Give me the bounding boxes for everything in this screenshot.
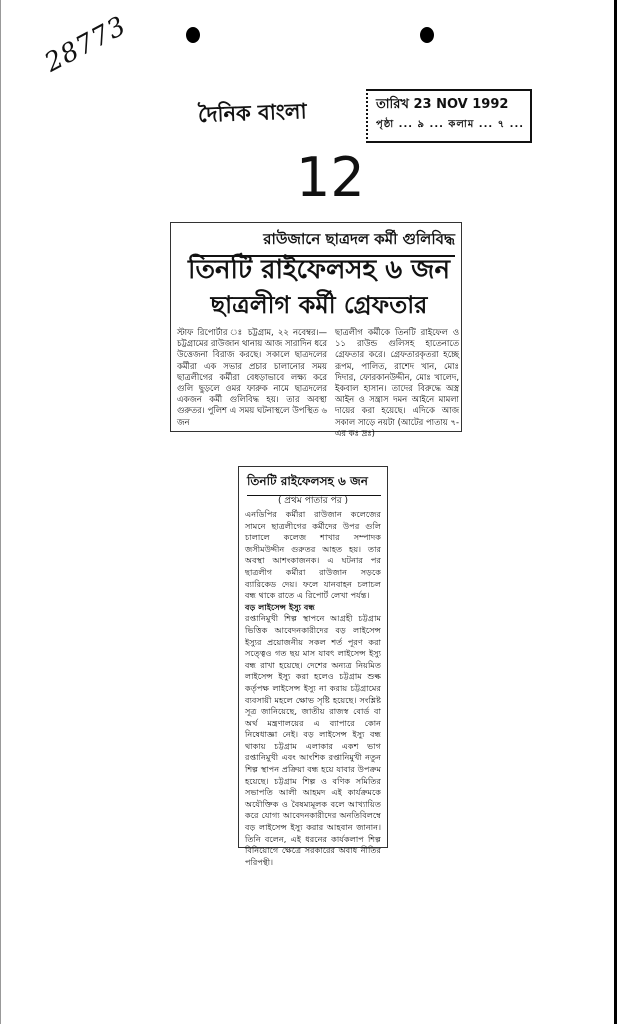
punch-hole-left	[186, 27, 200, 43]
clipping-main-article	[170, 222, 462, 438]
stamp-page-line: পৃষ্ঠা ... ৯ ... কলাম ... ৭ ...	[376, 119, 525, 130]
handwritten-page-number: 12	[296, 146, 365, 209]
handwritten-file-number: 28773	[40, 10, 132, 79]
continuation-body	[245, 509, 381, 868]
stamp-date-line: তারিখ 23 NOV 1992	[376, 97, 509, 112]
newspaper-name: দৈনিক বাংলা	[197, 99, 307, 127]
article-column-2: ছাত্রলীগ কর্মীকে তিনটি রাইফেল ও ১১ রাউন্ড গুলিসহ হাতেনাতে গ্রেফতার করে। গ্রেফতারকৃতরা হচ্ছে রূপম, পালিত, রাশেদ খান, মোঃ দিদার, ফোরকানউদ্দীন, মোঃ খালেদ, ইকবাল হাসান। তাদের বিরুদ্ধে অস্ত্র আইন ও সন্ত্রাস দমন আইনে মামলা দায়ের করা হয়েছে। এদিকে আজ সকাল সাড়ে নয়টা (আটের পাতায় ৭-এর কঃ দ্রঃ)	[335, 327, 459, 438]
date-stamp	[366, 89, 532, 143]
continuation-paragraph-3: সংশ্লিষ্ট সূত্র জানিয়েছে, জাতীয় রাজস্ব বোর্ড বা অর্থ মন্ত্রণালয়ের এ ব্যাপারে কোন নিষেধাজ্ঞা নেই। বড় লাইসেন্স ইস্যু বন্ধ থাকায় চট্টগ্রাম এলাকার একশ ভাগ রপ্তানিমুখী এবং আংশিক রপ্তানিমুখী নতুন শিল্প স্থাপন প্রক্রিয়া বন্ধ হয়ে যাবার উপক্রম হয়েছে। চট্টগ্রাম শিল্প ও বণিক সমিতির সভাপতি আলী আহমদ এই কার্যক্রমকে অযৌক্তিক ও বৈষম্যমূলক বলে আখ্যায়িত করে যোগ্য আবেদনকারীদের অনতিবিলম্বে বড় লাইসেন্স ইস্যু করার আহবান জানান। তিনি বলেন, এই ধরনের কার্যকলাপ শিল্প বিনিয়োগে ক্ষেত্রে সরকারের অবাধ নীতির পরিপন্থী।	[245, 694, 381, 867]
page-left-edge	[0, 0, 1, 1024]
article-column-1: স্টাফ রিপোর্টার ঃ চট্টগ্রাম, ২২ নবেম্বর।—চট্টগ্রামের রাউজান থানায় আজ সারাদিন ধরে উত্তেজনা বিরাজ করছে। সকালে ছাত্রদলের কর্মীরা এক সভার প্রচার চালানোর সময় ছাত্রলীগের কর্মীরা বেধড়াভাবে লক্ষ্য করে গুলি ছুড়লে ওমর ফারুক নামে ছাত্রদলের একজন কর্মী গুলিবিদ্ধ হয়। তার অবস্থা গুরুতর। পুলিশ এ সময় ঘটনাস্থলে উপস্থিত ৬ জন	[177, 327, 327, 427]
article-headline-line2: ছাত্রলীগ কর্মী গ্রেফতার	[210, 291, 428, 319]
punch-hole-right	[420, 27, 434, 43]
continuation-subhead: বড় লাইসেন্স ইস্যু বন্ধ	[245, 601, 315, 612]
continuation-note: ( প্রথম পাতার পর )	[277, 496, 349, 506]
clipping-continuation	[238, 466, 388, 867]
continuation-paragraph-1: এনডিপির কর্মীরা রাউজান কলেজের সামনে ছাত্রলীগের কর্মীদের উপর গুলি চালালে কলেজ শাখার সম্পাদক জসীমউদ্দীন গুরুতর আহত হয়। তার অবস্থা আশংকাজনক। এ ঘটনার পর ছাত্রলীগ কর্মীরা রাউজান সড়কে ব্যারিকেড দেয়। ফলে যানবাহন চলাচল বন্ধ থাকে রাতে এ রিপোর্ট লেখা পর্যন্ত।	[245, 509, 381, 601]
article-headline-line1: তিনটি রাইফেলসহ ৬ জন	[188, 255, 450, 285]
article-kicker: রাউজানে ছাত্রদল কর্মী গুলিবিদ্ধ	[193, 228, 455, 257]
continuation-headline: তিনটি রাইফেলসহ ৬ জন	[247, 473, 381, 496]
continuation-paragraph-2: রপ্তানিমুখী শিল্প স্থাপনে আগ্রহী চট্টগ্রাম ভিত্তিক আবেদনকারীদের বড় লাইসেন্স ইস্যুর প্রয়োজনীয় সকল শর্ত পূরণ করা সত্ত্বেও গত ছয় মাস যাবৎ লাইসেন্স ইস্যু বন্ধ রাখা হয়েছে। দেশের অন্যত্র নিয়মিত লাইসেন্স ইস্যু করা হলেও চট্টগ্রাম শুল্ক কর্তৃপক্ষ লাইসেন্স ইস্যু না করায় চট্টগ্রামের ব্যবসায়ী মহলে ক্ষোভ সৃষ্টি হয়েছে।	[245, 613, 381, 705]
